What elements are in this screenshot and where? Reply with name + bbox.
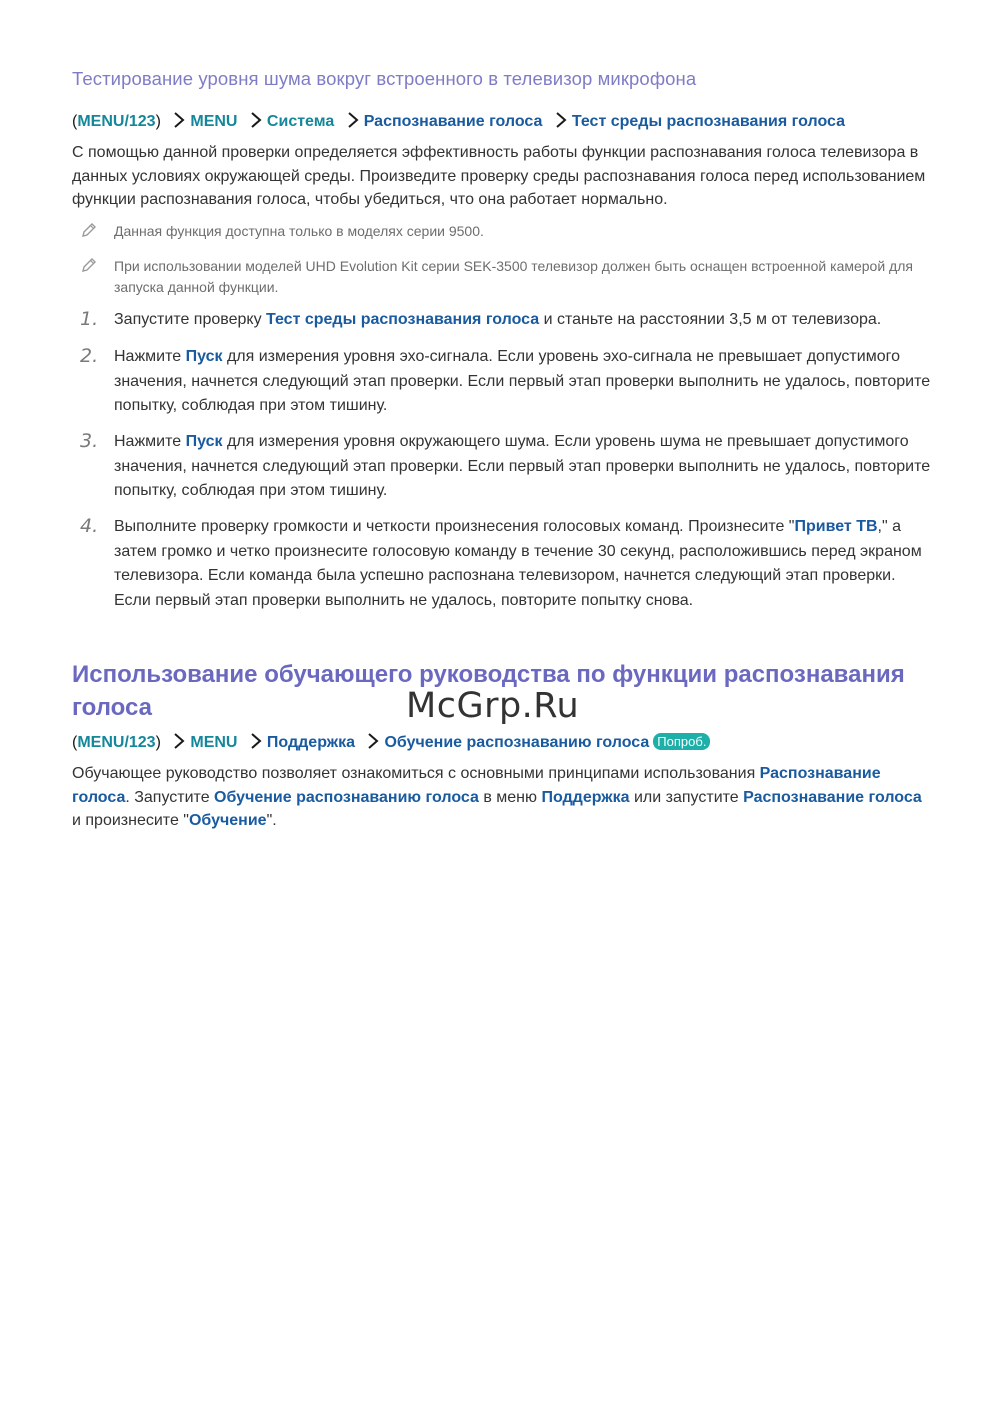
tutorial-paragraph: Обучающее руководство позволяет ознакомиться с основными принципами использования Распознавание голоса. Запустите Обучение распознаванию голоса в меню Поддержка или запустите Распознавание голоса и произнесите "Обучение". [72, 765, 922, 829]
keyword: Распознавание голоса [743, 788, 922, 806]
step-number: 1. [80, 308, 99, 330]
menu-path: (MENU/123) MENU Система Распознавание голоса Тест среды распознавания голоса [72, 113, 846, 130]
chevron-right-icon [248, 112, 264, 128]
path-item-system: Система [266, 113, 335, 130]
chevron-right-icon [553, 112, 569, 128]
path-item-voice-recognition: Распознавание голоса [363, 113, 543, 130]
chevron-right-icon [171, 733, 187, 749]
keyword: Тест среды распознавания голоса [266, 311, 540, 328]
watermark: McGrp.Ru [406, 686, 580, 726]
intro-paragraph: С помощью данной проверки определяется эффективность работы функции распознавания голоса телевизора в данных условиях окружающей среды. Произведите проверку среды распознавания голоса перед использованием функции распознавания голоса, чтобы убедиться, что она работает нормально. [72, 144, 926, 208]
pencil-note-icon [80, 221, 98, 239]
note-text: Данная функция доступна только в моделях серии 9500. [114, 223, 484, 239]
keyword: Привет ТВ [794, 518, 878, 535]
pencil-note-icon [80, 256, 98, 274]
section-title-tutorial: Использование обучающего руководства по функции распознавания голоса [72, 661, 905, 721]
path-item-menu: MENU [190, 113, 238, 130]
keyword: Распознавание голоса [72, 765, 881, 806]
path-item-environment-test: Тест среды распознавания голоса [571, 113, 846, 130]
path-root: MENU/123 [77, 113, 156, 130]
chevron-right-icon [248, 733, 264, 749]
menu-path: (MENU/123) MENU Поддержка Обучение распознаванию голоса Попроб. [72, 733, 972, 752]
path-item-voice-tutorial: Обучение распознаванию голоса [384, 734, 650, 751]
step-number: 2. [80, 345, 99, 367]
step-text: Нажмите Пуск для измерения уровня эхо-сигнала. Если уровень эхо-сигнала не превышает допустимого значения, начнется следующий этап проверки. Если первый этап проверки выполнить не удалось, повторите попытку, соблюдая при этом тишину. [114, 348, 931, 414]
path-root: MENU/123 [77, 734, 156, 751]
keyword: Пуск [185, 348, 223, 365]
keyword: Обучение распознаванию голоса [214, 788, 479, 806]
note-text: При использовании моделей UHD Evolution Kit серии SEK-3500 телевизор должен быть оснащен встроенной камерой для запуска данной функции. [114, 258, 913, 295]
keyword: Пуск [185, 433, 223, 450]
step-text: Запустите проверку Тест среды распознавания голоса и станьте на расстоянии 3,5 м от телевизора. [114, 311, 882, 328]
path-item-menu: MENU [190, 734, 238, 751]
step-number: 3. [80, 430, 99, 452]
section-title-noise-test: Тестирование уровня шума вокруг встроенного в телевизор микрофона [72, 68, 697, 89]
chevron-right-icon [345, 112, 361, 128]
path-item-support: Поддержка [266, 734, 356, 751]
step-text: Нажмите Пуск для измерения уровня окружающего шума. Если уровень шума не превышает допустимого значения, начнется следующий этап проверки. Если первый этап проверки выполнить не удалось, повторите попытку, соблюдая при этом тишину. [114, 433, 931, 499]
keyword: Обучение [188, 812, 267, 829]
keyword: Поддержка [541, 788, 630, 806]
chevron-right-icon [171, 112, 187, 128]
try-now-button[interactable]: Попроб. [653, 733, 710, 750]
step-number: 4. [80, 515, 99, 537]
step-text: Выполните проверку громкости и четкости произнесения голосовых команд. Произнесите "Привет ТВ," а затем громко и четко произнесите голосовую команду в течение 30 секунд, расположившись перед экраном телевизора. Если команда была успешно распознана телевизором, начнется следующий этап проверки. Если первый этап проверки выполнить не удалось, повторите попытку снова. [114, 518, 922, 609]
chevron-right-icon [365, 733, 381, 749]
